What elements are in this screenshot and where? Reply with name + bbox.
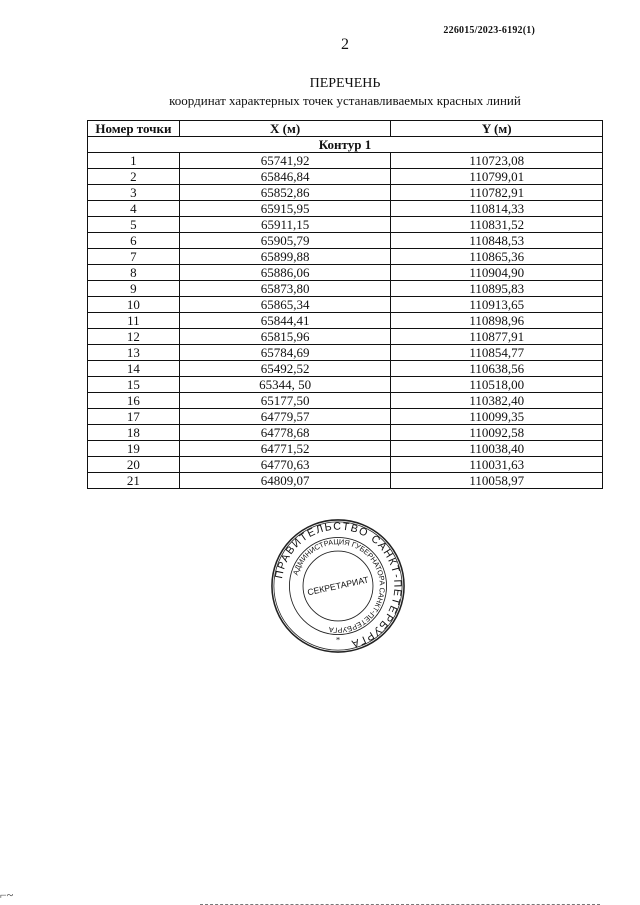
cell-y: 110898,96 bbox=[391, 313, 603, 329]
cell-point-number: 14 bbox=[88, 361, 180, 377]
table-row bbox=[88, 361, 603, 377]
cell-point-number: 19 bbox=[88, 441, 180, 457]
cell-point-number: 10 bbox=[88, 297, 180, 313]
cell-point-number: 4 bbox=[88, 201, 180, 217]
table-row bbox=[88, 313, 603, 329]
cell-x: 65915,95 bbox=[179, 201, 391, 217]
cell-point-number: 21 bbox=[88, 473, 180, 489]
cell-x: 64770,63 bbox=[179, 457, 391, 473]
stamp-center-text: СЕКРЕТАРИАТ bbox=[306, 574, 370, 598]
table-row bbox=[88, 169, 603, 185]
cell-point-number: 3 bbox=[88, 185, 180, 201]
table-row bbox=[88, 217, 603, 233]
table-row bbox=[88, 233, 603, 249]
cell-x: 64771,52 bbox=[179, 441, 391, 457]
table-row bbox=[88, 457, 603, 473]
cell-x: 65865,34 bbox=[179, 297, 391, 313]
table-row bbox=[88, 297, 603, 313]
table-row bbox=[88, 393, 603, 409]
cell-point-number: 20 bbox=[88, 457, 180, 473]
stamp-outer-text: ПРАВИТЕЛЬСТВО САНКТ-ПЕТЕРБУРГА bbox=[273, 520, 404, 650]
contour-label: Контур 1 bbox=[88, 137, 603, 153]
cell-x: 65784,69 bbox=[179, 345, 391, 361]
cell-y: 110723,08 bbox=[391, 153, 603, 169]
cell-y: 110848,53 bbox=[391, 233, 603, 249]
cell-x: 65844,41 bbox=[179, 313, 391, 329]
document-subtitle: координат характерных точек устанавливаемых красных линий bbox=[169, 93, 521, 108]
cell-point-number: 11 bbox=[88, 313, 180, 329]
cell-y: 110058,97 bbox=[391, 473, 603, 489]
table-row bbox=[88, 249, 603, 265]
cell-y: 110031,63 bbox=[391, 457, 603, 473]
cell-y: 110865,36 bbox=[391, 249, 603, 265]
cell-point-number: 17 bbox=[88, 409, 180, 425]
cell-x: 64779,57 bbox=[179, 409, 391, 425]
cell-point-number: 15 bbox=[88, 377, 180, 393]
table-row bbox=[88, 185, 603, 201]
scan-mark: ⌐~ bbox=[0, 888, 14, 902]
cell-y: 110904,90 bbox=[391, 265, 603, 281]
cell-point-number: 2 bbox=[88, 169, 180, 185]
cell-point-number: 16 bbox=[88, 393, 180, 409]
cell-point-number: 1 bbox=[88, 153, 180, 169]
cell-x: 65899,88 bbox=[179, 249, 391, 265]
page-number: 2 bbox=[341, 36, 349, 53]
cell-x: 65886,06 bbox=[179, 265, 391, 281]
cell-y: 110814,33 bbox=[391, 201, 603, 217]
table-row bbox=[88, 441, 603, 457]
table-header-row bbox=[88, 121, 603, 137]
cell-x: 65177,50 bbox=[179, 393, 391, 409]
cell-y: 110099,35 bbox=[391, 409, 603, 425]
cell-x: 65852,86 bbox=[179, 185, 391, 201]
table-row bbox=[88, 409, 603, 425]
stamp-star: * bbox=[335, 634, 341, 645]
cell-y: 110854,77 bbox=[391, 345, 603, 361]
official-stamp bbox=[270, 518, 406, 654]
table-row bbox=[88, 377, 603, 393]
document-title: ПЕРЕЧЕНЬ bbox=[309, 76, 381, 91]
coordinates-table bbox=[87, 120, 603, 489]
header-y: Y (м) bbox=[391, 121, 603, 137]
header-point-number: Номер точки bbox=[88, 121, 180, 137]
document-id: 226015/2023-6192(1) bbox=[443, 25, 535, 36]
contour-row bbox=[88, 137, 603, 153]
cell-point-number: 18 bbox=[88, 425, 180, 441]
cell-y: 110895,83 bbox=[391, 281, 603, 297]
table-row bbox=[88, 345, 603, 361]
table-row bbox=[88, 281, 603, 297]
cell-x: 64809,07 bbox=[179, 473, 391, 489]
cell-y: 110038,40 bbox=[391, 441, 603, 457]
header-x: X (м) bbox=[179, 121, 391, 137]
cell-y: 110518,00 bbox=[391, 377, 603, 393]
cell-x: 65344, 50 bbox=[179, 377, 391, 393]
cell-x: 64778,68 bbox=[179, 425, 391, 441]
cell-y: 110913,65 bbox=[391, 297, 603, 313]
cell-x: 65911,15 bbox=[179, 217, 391, 233]
cell-point-number: 8 bbox=[88, 265, 180, 281]
cell-x: 65492,52 bbox=[179, 361, 391, 377]
table-row bbox=[88, 425, 603, 441]
table-row bbox=[88, 201, 603, 217]
cell-y: 110638,56 bbox=[391, 361, 603, 377]
cell-y: 110092,58 bbox=[391, 425, 603, 441]
cell-point-number: 7 bbox=[88, 249, 180, 265]
table-row bbox=[88, 329, 603, 345]
cell-x: 65873,80 bbox=[179, 281, 391, 297]
cell-y: 110877,91 bbox=[391, 329, 603, 345]
cell-y: 110831,52 bbox=[391, 217, 603, 233]
table-row bbox=[88, 473, 603, 489]
cell-x: 65741,92 bbox=[179, 153, 391, 169]
cell-x: 65815,96 bbox=[179, 329, 391, 345]
cell-y: 110782,91 bbox=[391, 185, 603, 201]
cell-y: 110799,01 bbox=[391, 169, 603, 185]
stamp-inner-text: АДМИНИСТРАЦИЯ ГУБЕРНАТОРА САНКТ-ПЕТЕРБУРГА bbox=[290, 537, 387, 635]
cell-point-number: 9 bbox=[88, 281, 180, 297]
cell-point-number: 12 bbox=[88, 329, 180, 345]
cell-point-number: 6 bbox=[88, 233, 180, 249]
cell-point-number: 13 bbox=[88, 345, 180, 361]
cell-y: 110382,40 bbox=[391, 393, 603, 409]
table-row bbox=[88, 153, 603, 169]
cell-point-number: 5 bbox=[88, 217, 180, 233]
table-row bbox=[88, 265, 603, 281]
cell-x: 65905,79 bbox=[179, 233, 391, 249]
cell-x: 65846,84 bbox=[179, 169, 391, 185]
